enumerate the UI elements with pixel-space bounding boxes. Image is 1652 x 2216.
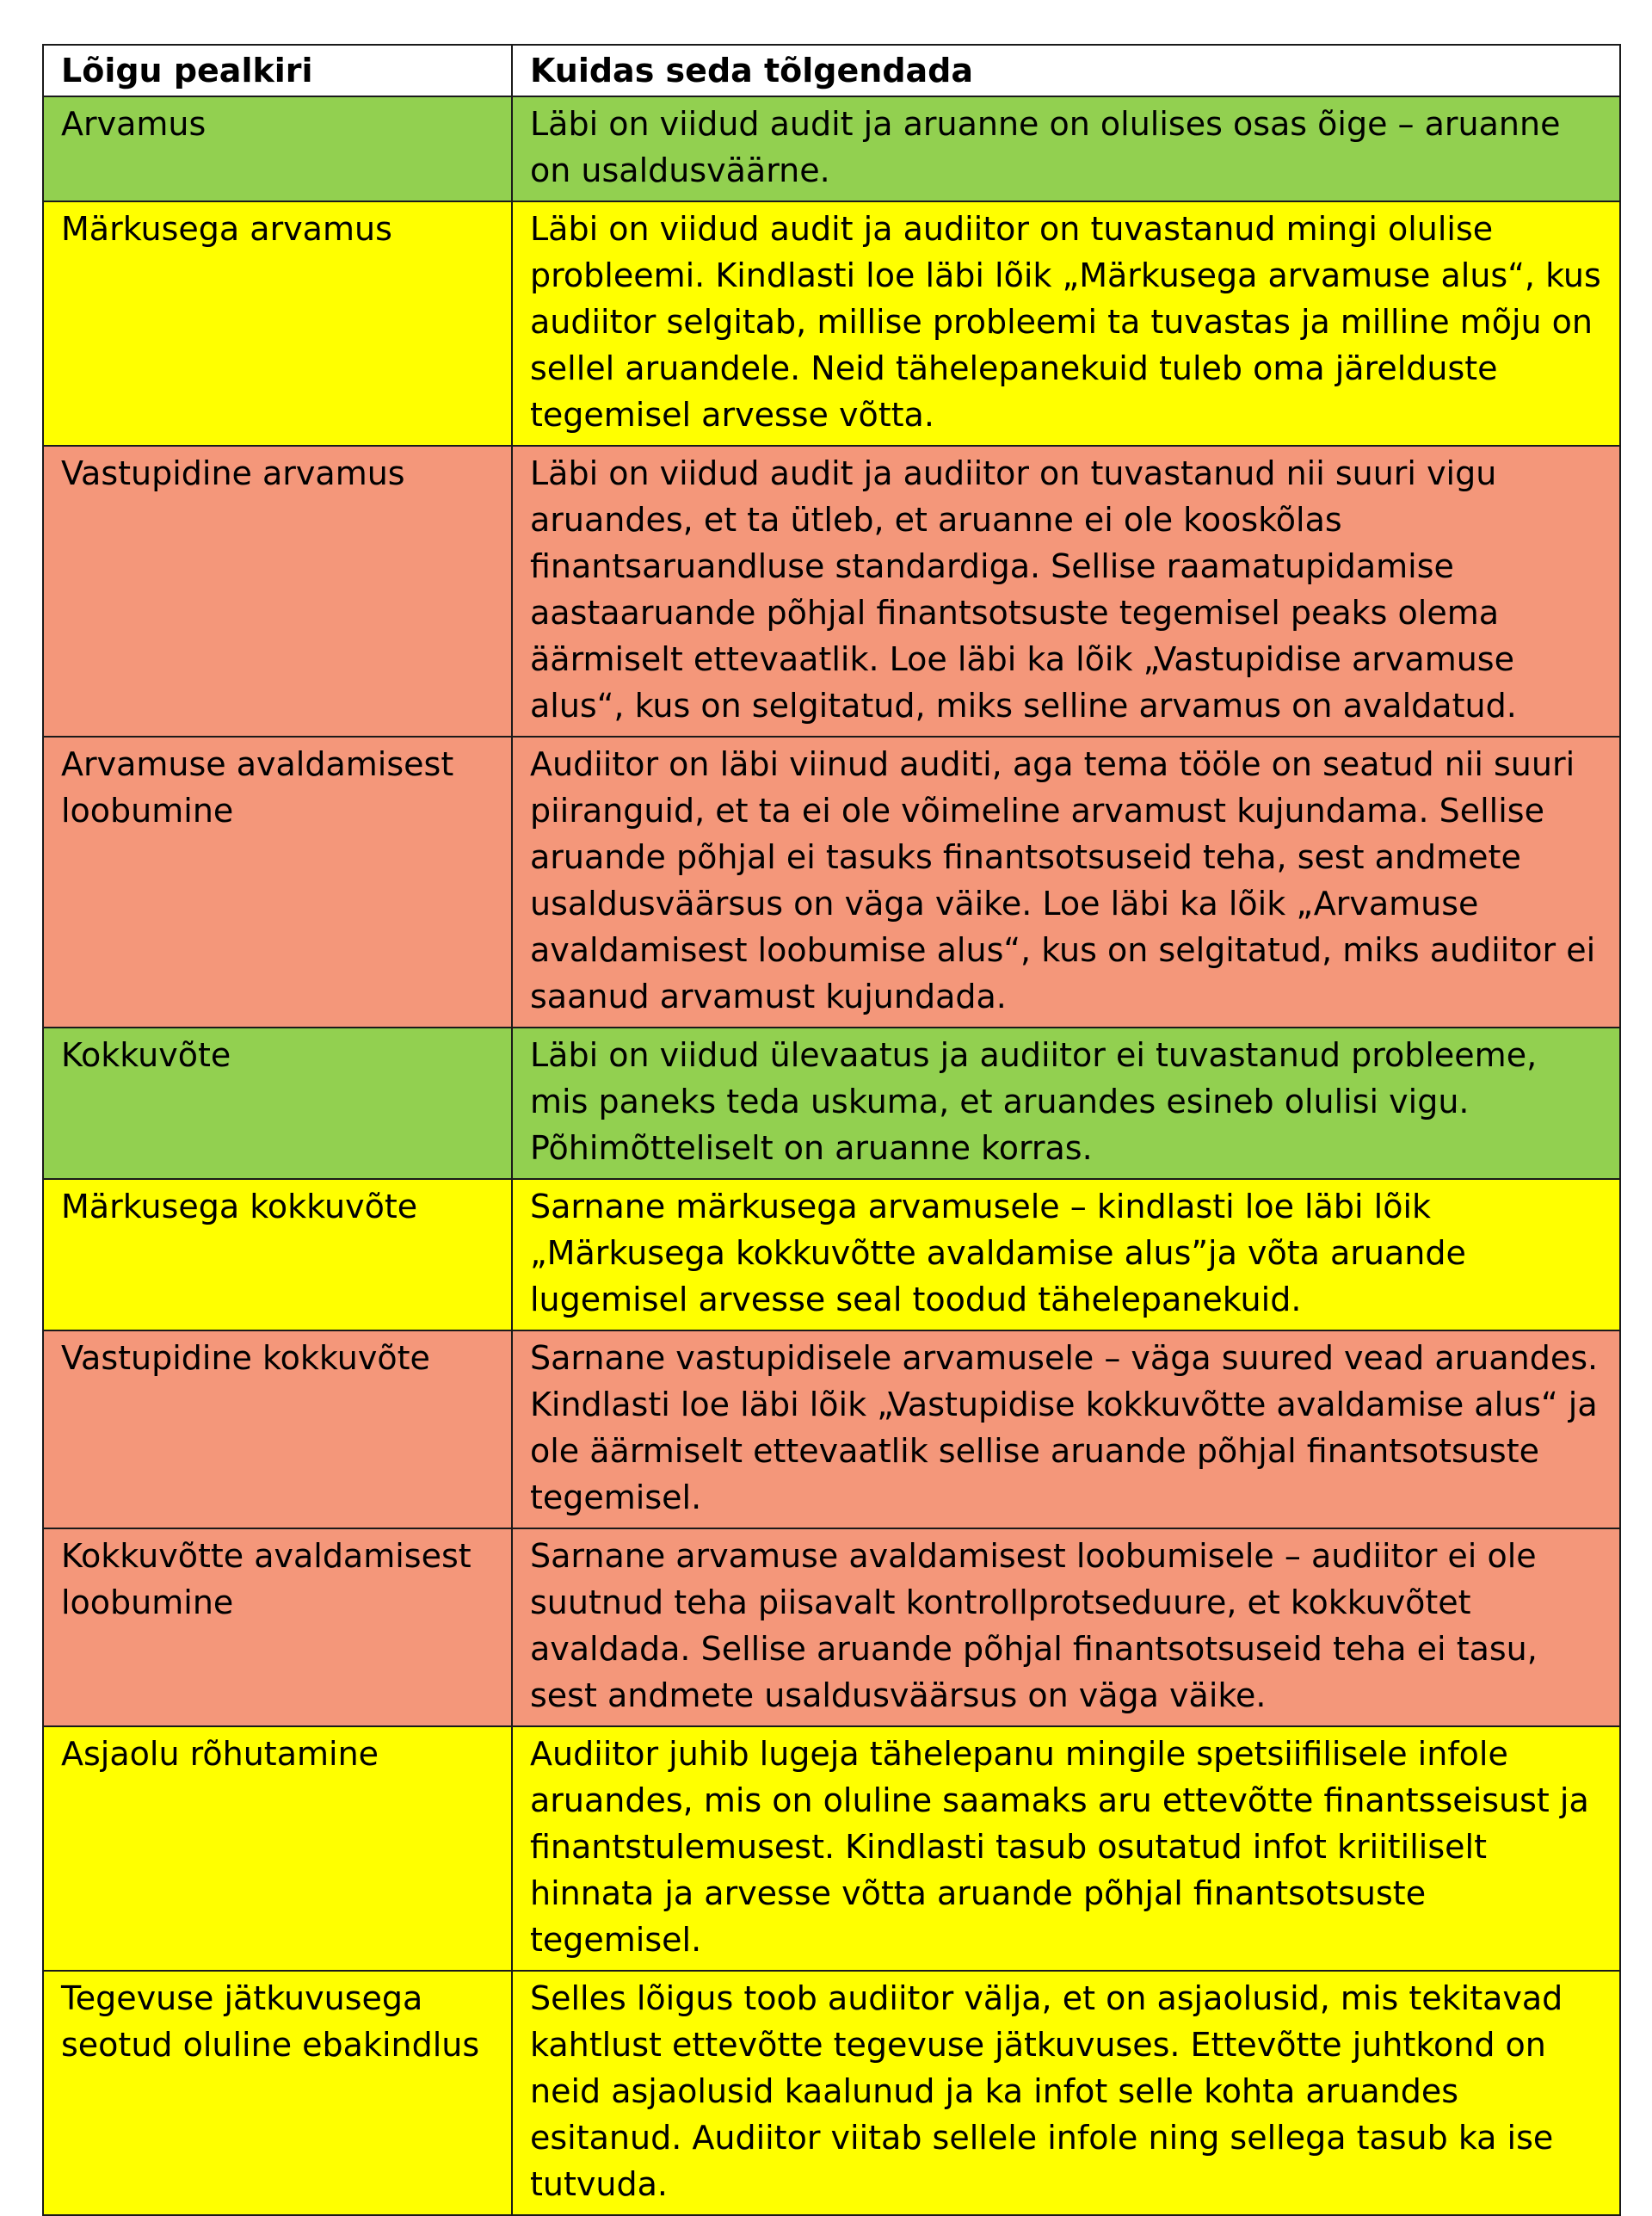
table-row: [43, 96, 1620, 201]
row-title: Vastupidine arvamus: [43, 446, 512, 737]
table-row: [43, 1528, 1620, 1726]
table-header-row: [43, 45, 1620, 96]
table-row: [43, 737, 1620, 1028]
row-text: Läbi on viidud ülevaatus ja audiitor ei tuvastanud probleeme, mis paneks teda uskuma, et aruandes esineb olulisi vigu. Põhimõtteliselt on aruanne korras.: [512, 1028, 1620, 1179]
table-row: [43, 1028, 1620, 1179]
audit-opinion-table-wrapper: [42, 44, 1619, 2216]
row-title: Arvamuse avaldamisest loobumine: [43, 737, 512, 1028]
header-interpretation: Kuidas seda tõlgendada: [512, 45, 1620, 96]
row-text: Audiitor juhib lugeja tähelepanu mingile spetsiifilisele infole aruandes, mis on oluline saamaks aru ettevõtte finantsseisust ja finantstulemusest. Kindlasti tasub osutatud infot kriitiliselt hinnata ja arvesse võtta aruande põhjal finantsotsuste tegemisel.: [512, 1726, 1620, 1971]
table-row: [43, 201, 1620, 446]
row-title: Asjaolu rõhutamine: [43, 1726, 512, 1971]
table-row: [43, 1179, 1620, 1330]
row-title: Kokkuvõtte avaldamisest loobumine: [43, 1528, 512, 1726]
table-body: [43, 96, 1620, 2215]
row-text: Läbi on viidud audit ja audiitor on tuvastanud nii suuri vigu aruandes, et ta ütleb, et aruanne ei ole kooskõlas finantsaruandluse standardiga. Sellise raamatupidamise aastaaruande põhjal finantsotsuste tegemisel peaks olema äärmiselt ettevaatlik. Loe läbi ka lõik „Vastupidise arvamuse alus“, kus on selgitatud, miks selline arvamus on avaldatud.: [512, 446, 1620, 737]
row-title: Tegevuse jätkuvusega seotud oluline ebakindlus: [43, 1971, 512, 2215]
row-title: Arvamus: [43, 96, 512, 201]
row-title: Kokkuvõte: [43, 1028, 512, 1179]
table-row: [43, 446, 1620, 737]
row-text: Sarnane märkusega arvamusele – kindlasti loe läbi lõik „Märkusega kokkuvõtte avaldamise alus”ja võta aruande lugemisel arvesse seal toodud tähelepanekuid.: [512, 1179, 1620, 1330]
table-row: [43, 1726, 1620, 1971]
row-text: Sarnane arvamuse avaldamisest loobumisele – audiitor ei ole suutnud teha piisavalt kontrollprotseduure, et kokkuvõtet avaldada. Sellise aruande põhjal finantsotsuseid teha ei tasu, sest andmete usaldusväärsus on väga väike.: [512, 1528, 1620, 1726]
audit-opinion-table: [42, 44, 1621, 2216]
row-text: Selles lõigus toob audiitor välja, et on asjaolusid, mis tekitavad kahtlust ettevõtte tegevuse jätkuvuses. Ettevõtte juhtkond on neid asjaolusid kaalunud ja ka infot selle kohta aruandes esitanud. Audiitor viitab sellele infole ning sellega tasub ka ise tutvuda.: [512, 1971, 1620, 2215]
row-title: Vastupidine kokkuvõte: [43, 1330, 512, 1528]
header-section-title: Lõigu pealkiri: [43, 45, 512, 96]
table-row: [43, 1971, 1620, 2215]
row-text: Audiitor on läbi viinud auditi, aga tema tööle on seatud nii suuri piiranguid, et ta ei ole võimeline arvamust kujundama. Sellise aruande põhjal ei tasuks finantsotsuseid teha, sest andmete usaldusväärsus on väga väike. Loe läbi ka lõik „Arvamuse avaldamisest loobumise alus“, kus on selgitatud, miks audiitor ei saanud arvamust kujundada.: [512, 737, 1620, 1028]
row-text: Läbi on viidud audit ja audiitor on tuvastanud mingi olulise probleemi. Kindlasti loe läbi lõik „Märkusega arvamuse alus“, kus audiitor selgitab, millise probleemi ta tuvastas ja milline mõju on sellel aruandele. Neid tähelepanekuid tuleb oma järelduste tegemisel arvesse võtta.: [512, 201, 1620, 446]
row-title: Märkusega kokkuvõte: [43, 1179, 512, 1330]
row-text: Läbi on viidud audit ja aruanne on olulises osas õige – aruanne on usaldusväärne.: [512, 96, 1620, 201]
table-row: [43, 1330, 1620, 1528]
row-title: Märkusega arvamus: [43, 201, 512, 446]
row-text: Sarnane vastupidisele arvamusele – väga suured vead aruandes. Kindlasti loe läbi lõik „Vastupidise kokkuvõtte avaldamise alus“ ja ole äärmiselt ettevaatlik sellise aruande põhjal finantsotsuste tegemisel.: [512, 1330, 1620, 1528]
